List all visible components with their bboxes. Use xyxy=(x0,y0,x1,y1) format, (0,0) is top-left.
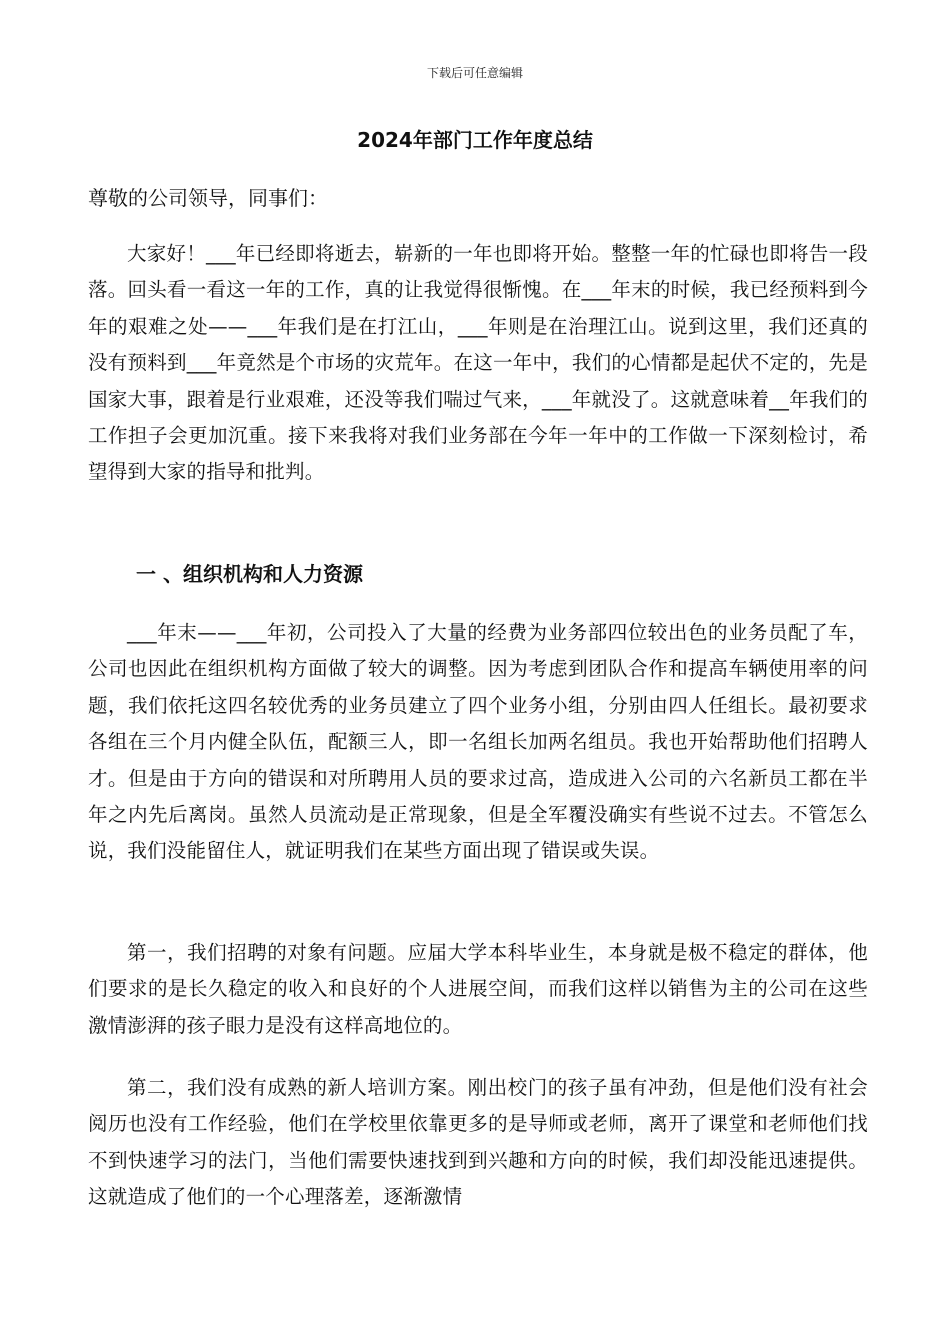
paragraph-intro: 大家好！___年已经即将逝去，崭新的一年也即将开始。整整一年的忙碌也即将告一段落。回头看一看这一年的工作，真的让我觉得很惭愧。在___年末的时候，我已经预料到今年的艰难之处——___年我们是在打江山，___年则是在治理江山。说到这里，我们还真的没有预料到___年竟然是个市场的灾荒年。在这一年中，我们的心情都是起伏不定的，先是国家大事，跟着是行业艰难，还没等我们喘过气来，___年就没了。这就意味着__年我们的工作担子会更加沉重。接下来我将对我们业务部在今年一年中的工作做一下深刻检讨，希望得到大家的指导和批判。 xyxy=(88,242,868,484)
header-note: 下载后可任意编辑 xyxy=(426,66,523,80)
paragraph-organization: ___年末——___年初，公司投入了大量的经费为业务部四位较出色的业务员配了车，公司也因此在组织机构方面做了较大的调整。因为考虑到团队合作和提高车辆使用率的问题，我们依托这四名较优秀的业务员建立了四个业务小组，分别由四人任组长。最初要求各组在三个月内健全队伍，配额三人，即一名组长加两名组员。我也开始帮助他们招聘人才。但是由于方向的错误和对所聘用人员的要求过高，造成进入公司的六名新员工都在半年之内先后离岗。虽然人员流动是正常现象，但是全军覆没确实有些说不过去。不管怎么说，我们没能留住人，就证明我们在某些方面出现了错误或失误。 xyxy=(88,621,868,863)
salutation: 尊敬的公司领导，同事们： xyxy=(88,186,328,210)
paragraph-point-two: 第二，我们没有成熟的新人培训方案。刚出校门的孩子虽有冲劲，但是他们没有社会阅历也没有工作经验，他们在学校里依靠更多的是导师或老师，离开了课堂和老师他们找不到快速学习的法门，当他们需要快速找到到兴趣和方向的时候，我们却没能迅速提供。这就造成了他们的一个心理落差，逐渐激情 xyxy=(88,1076,868,1209)
paragraph-point-one: 第一，我们招聘的对象有问题。应届大学本科毕业生，本身就是极不稳定的群体，他们要求的是长久稳定的收入和良好的个人进展空间，而我们这样以销售为主的公司在这些激情澎湃的孩子眼力是没有这样高地位的。 xyxy=(88,941,868,1037)
document-title: 2024年部门工作年度总结 xyxy=(357,128,593,152)
section-heading: 一 、组织机构和人力资源 xyxy=(136,562,363,586)
